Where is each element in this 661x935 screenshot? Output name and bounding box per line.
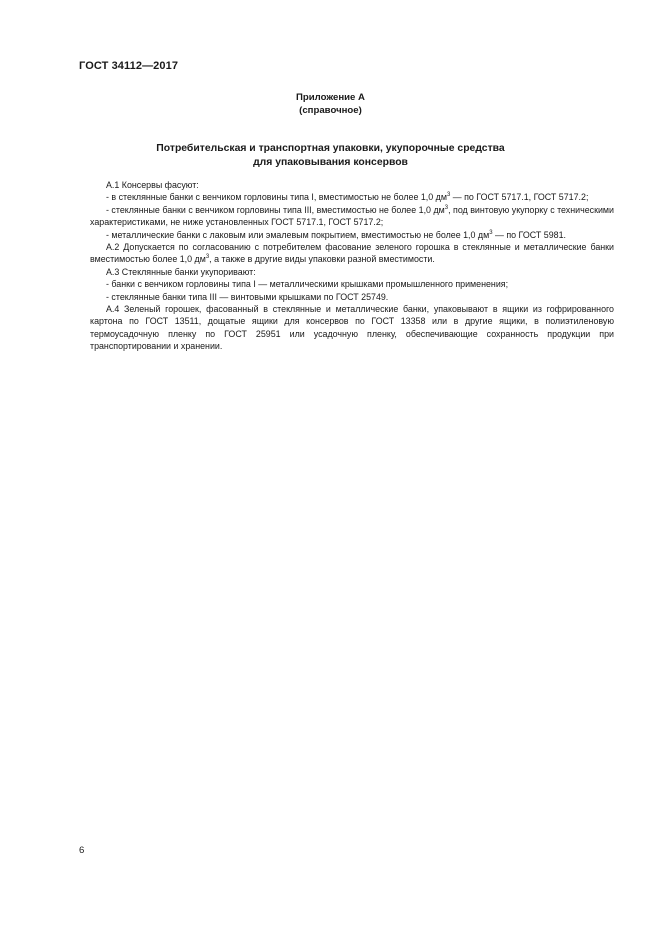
document-code: ГОСТ 34112—2017 <box>79 60 179 72</box>
paragraph-a3-item-2: - стеклянные банки типа III — винтовыми крышками по ГОСТ 25749. <box>106 291 389 302</box>
paragraph-a1-item-1: - в стеклянные банки с венчиком горловины типа I, вместимостью не более 1,0 $дм^3$ — по ГОСТ 5717.1, ГОСТ 5717.2; <box>106 192 589 203</box>
page-number: 6 <box>79 845 85 856</box>
paragraph-a1-item-2: - стеклянные банки с венчиком горловины типа III, вместимостью не более 1,0 $дм^3$, под винтовую укупорку с техническими характеристиками, не ниже установленных ГОСТ 5717.1, ГОСТ 5717.2; <box>90 204 614 228</box>
appendix-label: Приложение А <box>296 92 365 103</box>
appendix-type: (справочное) <box>299 105 362 116</box>
paragraph-a3: А.3 Стеклянные банки укупоривают: <box>106 266 256 277</box>
paragraph-a1: А.1 Консервы фасуют: <box>106 180 199 190</box>
section-title-line-2: для упаковывания консервов <box>253 157 408 168</box>
section-title-line-1: Потребительская и транспортная упаковки, укупорочные средства <box>156 143 505 154</box>
paragraph-a4: А.4 Зеленый горошек, фасованный в стеклянные и металлические банки, упаковывают в ящики из гофрированного картона по ГОСТ 13511, дощатые ящики для консервов по ГОСТ 13358 или в другие ящики, в полиэтиленовую термоусадочную пленку по ГОСТ 25951 или усадочную пленку, обеспечивающие сохранность продукции при транспортировании и хранении. <box>90 304 614 352</box>
paragraph-a3-item-1: - банки с венчиком горловины типа I — металлическими крышками промышленного применения; <box>106 279 509 290</box>
paragraph-a1-item-3: - металлические банки с лаковым или эмалевым покрытием, вместимостью не более 1,0 $дм^3$ — по ГОСТ 5981. <box>106 229 566 240</box>
body-text <box>90 179 614 353</box>
appendix-heading <box>0 91 661 117</box>
paragraph-a2: А.2 Допускается по согласованию с потребителем фасование зеленого горошка в стеклянные и металлические банки вместимостью более 1,0 $дм^3$, а также в другие виды упаковки разной вместимости. <box>90 242 614 265</box>
section-title <box>0 142 661 170</box>
